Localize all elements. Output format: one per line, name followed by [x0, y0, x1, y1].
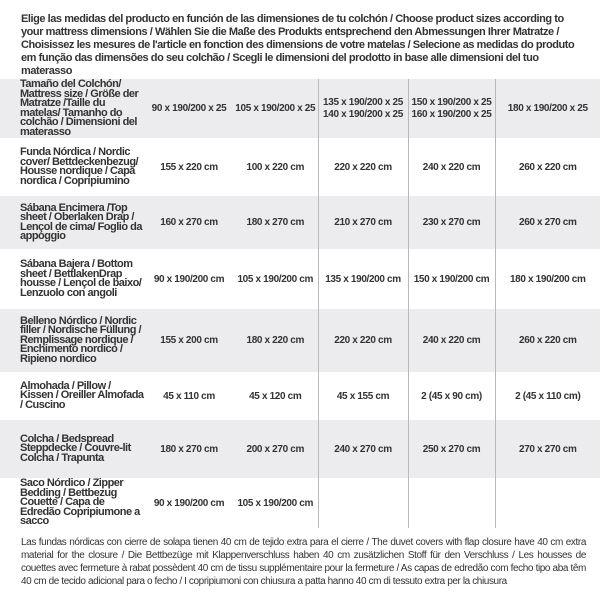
- size-cell: 260 x 270 cm: [495, 196, 600, 249]
- table-row: [0, 249, 600, 309]
- header-size-0: [145, 79, 233, 138]
- header-size-text: 150 x 190/200 x 25: [411, 96, 492, 108]
- size-cell: 135 x 190/200 cm: [318, 249, 408, 309]
- size-cell: 2 (45 x 110 cm): [495, 372, 600, 420]
- row-label: Funda Nórdica / Nordic cover/ Bettdeckenbezug/ Housse nordique / Capa nordica / Copripiumino: [0, 138, 145, 196]
- size-cell: 105 x 190/200 cm: [233, 478, 318, 528]
- intro-text: Elige las medidas del producto en función de las dimensiones de tu colchón / Choose product sizes according to your mattress dimensions / Wählen Sie die Maße des Produkts entsprechend den Abmessungen Ihrer Matratze / Choisissez les mesures de l'article en fonction des dimensions de votre matelas / Selecione as medidas do produto em função das dimensões do seu colchão / Scegli le dimensioni del prodotto in base alle dimensioni del tuo materasso: [21, 13, 575, 77]
- header-size-1: [233, 79, 318, 138]
- table-header-row: [0, 79, 600, 138]
- row-label: Sábana Encimera /Top sheet / Oberlaken Drap / Lençol de cima/ Foglio da appoggio: [0, 196, 145, 249]
- size-cell: [318, 478, 408, 528]
- size-cell: 260 x 220 cm: [495, 138, 600, 196]
- size-cell: 260 x 220 cm: [495, 309, 600, 372]
- size-cell: 155 x 220 cm: [145, 138, 233, 196]
- table-row: [0, 309, 600, 372]
- size-cell: 45 x 110 cm: [145, 372, 233, 420]
- size-cell: 90 x 190/200 cm: [145, 478, 233, 528]
- size-table: [0, 79, 600, 528]
- table-row: [0, 196, 600, 249]
- header-size-4: [495, 79, 600, 138]
- table-row: [0, 138, 600, 196]
- size-cell: 240 x 220 cm: [408, 309, 495, 372]
- size-cell: 155 x 200 cm: [145, 309, 233, 372]
- footer-note: Las fundas nórdicas con cierre de solapa tienen 40 cm de tejido extra para el cierre / The duvet covers with flap closure have 40 cm extra material for the closure / Die Bettbezüge mit Klappenverschluss haben 40 cm zusätzlichen Stoff für den Verschluss / Les housses de couettes avec fermeture à rabat possèdent 40 cm de tissu supplémentaire pour la fermeture / As capas de edredão com fecho tipo aba têm 40 cm de tecido adicional para o fecho / I copripiumoni con chiusura a patta hanno 40 cm di tessuto extra per la chiusura: [21, 537, 586, 587]
- size-cell: 230 x 270 cm: [408, 196, 495, 249]
- size-cell: 240 x 220 cm: [408, 138, 495, 196]
- size-cell: [495, 478, 600, 528]
- header-size-text: 160 x 190/200 x 25: [411, 108, 492, 120]
- row-label: Belleno Nórdico / Nordic filler / Nordische Füllung / Remplissage nordique / Enchimento nordico / Ripieno nordico: [0, 309, 145, 372]
- size-cell: 220 x 220 cm: [318, 138, 408, 196]
- size-cell: 200 x 270 cm: [233, 420, 318, 478]
- table-row: [0, 478, 600, 528]
- size-cell: 105 x 190/200 cm: [233, 249, 318, 309]
- size-cell: 90 x 190/200 cm: [145, 249, 233, 309]
- header-size-2: [318, 79, 408, 138]
- size-cell: 220 x 220 cm: [318, 309, 408, 372]
- size-cell: 160 x 270 cm: [145, 196, 233, 249]
- size-cell: 45 x 155 cm: [318, 372, 408, 420]
- header-size-text: 140 x 190/200 x 25: [323, 108, 403, 120]
- table-row: [0, 420, 600, 478]
- size-cell: 2 (45 x 90 cm): [408, 372, 495, 420]
- header-size-text: 135 x 190/200 x 25: [323, 96, 403, 108]
- row-label: Colcha / Bedspread Steppdecke / Couvre-lit Colcha / Trapunta: [0, 420, 145, 478]
- size-cell: 45 x 120 cm: [233, 372, 318, 420]
- row-label: Almohada / Pillow / Kissen / Oreiller Almofada / Cuscino: [0, 372, 145, 420]
- size-cell: 250 x 270 cm: [408, 420, 495, 478]
- size-cell: 210 x 270 cm: [318, 196, 408, 249]
- header-label: Tamaño del Colchón/ Mattress size / Größe der Matratze /Taille du matelas/ Tamanho do colchão / Dimensioni del materasso: [0, 79, 145, 138]
- header-size-3: [408, 79, 495, 138]
- header-size-text: 90 x 190/200 x 25: [151, 102, 227, 114]
- size-cell: 150 x 190/200 cm: [408, 249, 495, 309]
- table-row: [0, 372, 600, 420]
- size-cell: [408, 478, 495, 528]
- row-label: Sábana Bajera / Bottom sheet / BettlakenDrap housse / Lençol de baixo/ Lenzuolo con angoli: [0, 249, 145, 309]
- size-cell: 180 x 190/200 cm: [495, 249, 600, 309]
- row-label: Saco Nórdico / Zipper Bedding / Bettbezug Couette / Capa de Edredão Copripiumone a sacco: [0, 478, 145, 528]
- size-cell: 180 x 270 cm: [233, 196, 318, 249]
- header-size-text: 105 x 190/200 x 25: [235, 102, 316, 114]
- size-cell: 180 x 220 cm: [233, 309, 318, 372]
- size-cell: 270 x 270 cm: [495, 420, 600, 478]
- header-size-text: 180 x 190/200 x 25: [507, 102, 588, 114]
- size-cell: 100 x 220 cm: [233, 138, 318, 196]
- size-cell: 240 x 270 cm: [318, 420, 408, 478]
- size-cell: 180 x 270 cm: [145, 420, 233, 478]
